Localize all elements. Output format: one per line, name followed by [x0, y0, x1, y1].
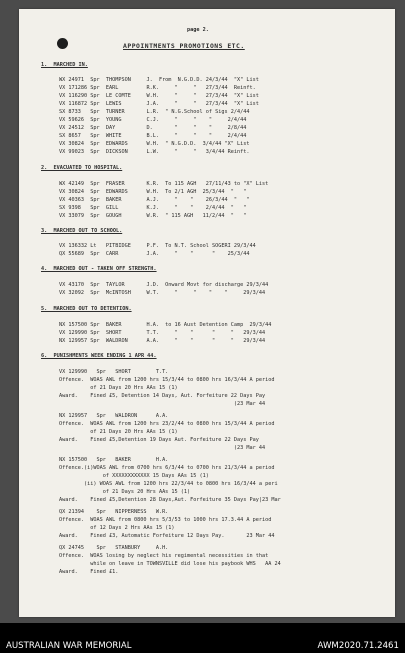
entry-line: QX 21394 Spr NIPPERNESS W.R.: [59, 509, 169, 515]
entry-line: SX 8733 Spr TURNER L.R. " N.G.School of Sigs 2/4/44: [59, 109, 250, 115]
entry-line: NX 157500 Spr BAKER H.A.: [59, 457, 169, 463]
section-heading-evacuated: 2. EVACUATED TO HOSPITAL.: [41, 165, 123, 171]
entry-line: VX 99023 Spr DICKSON L.W. " " 3/4/44 Reinft.: [59, 149, 250, 155]
entry-line: Offence. WOAS AWL from 1200 hrs 23/2/44 to 0800 hrs 15/3/44 A period: [59, 421, 275, 427]
entry-line: WX 42149 Spr FRASER K.R. To 115 AGH 27/11/43 to "X" List: [59, 181, 269, 187]
entry-line: Offence. WOAS losing by neglect his regimental necessities in that: [59, 553, 269, 559]
entry-line: Award. Fined £5, Detention 14 Days, Aut. Forfeiture 22 Days Pay: [59, 393, 266, 399]
entry-line: VX 129990 Spr SHORT T.T.: [59, 369, 169, 375]
entry-line: of 21 Days 20 Hrs AAs 15 (1): [59, 429, 178, 435]
entry-line: VX 30824 Spr EDWARDS W.H. To 2/1 AGH 25/3/44 " ": [59, 189, 247, 195]
entry-line: SX 8657 Spr WHITE B.L. " " " 2/4/44: [59, 133, 247, 139]
entry-line: of 21 Days 20 Hrs AAs 15 (1): [59, 385, 178, 391]
entry-line: VX 116872 Spr LEWIS J.A. " " 27/3/44 "X" List: [59, 101, 259, 107]
section-heading-school: 3. MARCHED OUT TO SCHOOL.: [41, 228, 123, 234]
entry-line: of XXXXXXXXXXXX 15 Days AAs 15 (1): [59, 473, 209, 479]
entry-line: VX 24512 Spr DAY D. " " " 2/8/44: [59, 125, 247, 131]
section-heading-taken-off-strength: 4. MARCHED OUT - TAKEN OFF STRENGTH.: [41, 266, 157, 272]
entry-line: Award. Fined £3, Automatic Forfeiture 12 Days Pay. 23 Mar 44: [59, 533, 275, 539]
entry-line: VX 59626 Spr YOUNG C.J. " " " 2/4/44: [59, 117, 247, 123]
entry-line: VX 40363 Spr BAKER A.J. " " 26/3/44 " ": [59, 197, 250, 203]
entry-line: of 21 Days 20 Hrs AAs 15 (1): [59, 489, 191, 495]
entry-line: Offence. WOAS AWL from 1200 hrs 15/3/44 to 0800 hrs 16/3/44 A period: [59, 377, 275, 383]
page-number: page 2.: [187, 27, 209, 33]
entry-line: Offence.(i)WOAS AWL from 0700 hrs 6/3/44 to 0700 hrs 21/3/44 a period: [59, 465, 275, 471]
entry-line: NX 129957 Spr WALDRON A.A.: [59, 413, 169, 419]
entry-line: (23 Mar 44: [59, 445, 266, 451]
document-page: [19, 9, 395, 617]
entry-line: QX 55689 Spr CARR J.A. " " " 25/3/44: [59, 251, 250, 257]
entry-line: VX 30824 Spr EDWARDS W.H. " N.G.D.D. 3/4/44 "X" List: [59, 141, 250, 147]
entry-line: Offence. WOAS AWL from 0800 hrs 5/3/53 to 1000 hrs 17.3.44 A period: [59, 517, 272, 523]
footer-source-label: AUSTRALIAN WAR MEMORIAL: [6, 641, 132, 651]
entry-line: Award. Fined £1.: [59, 569, 119, 575]
entry-line: (23 Mar 44: [59, 401, 266, 407]
entry-line: VX 33079 Spr GOUGH W.R. " 115 AGH 11/2/44 " ": [59, 213, 247, 219]
entry-line: VX 136332 Lt PITBIDGE P.F. To N.T. School SOGERI 29/3/44: [59, 243, 256, 249]
punch-hole: [57, 38, 68, 49]
entry-line: VX 116290 Spr LE COMTE W.H. " " 27/3/44 "X" List: [59, 93, 259, 99]
entry-line: Award. Fined £5,Detention 28 Days,Aut. Forfeiture 35 Days Pay|23 Mar: [59, 497, 281, 503]
entry-line: QX 24745 Spr STANBURY A.H.: [59, 545, 169, 551]
entry-line: VX 43170 Spr TAYLOR J.D. Onward Movt for discharge 29/3/44: [59, 282, 269, 288]
entry-line: while on leave in TOWNSVILLE did lose his paybook WHS AA 24: [59, 561, 281, 567]
entry-line: VX 129990 Spr SHORT T.T. " " " " 29/3/44: [59, 330, 266, 336]
section-heading-marched-in: 1. MARCHED IN.: [41, 62, 88, 68]
entry-line: NX 129957 Spr WALDRON A.A. " " " " 29/3/44: [59, 338, 266, 344]
entry-line: of 12 Days 2 Hrs AAs 15 (1): [59, 525, 175, 531]
entry-line: NX 157500 Spr BAKER H.A. to 16 Aust Detention Camp 29/3/44: [59, 322, 272, 328]
entry-line: Award. Fined £5,Detention 19 Days Aut. Forfeiture 22 Days Pay: [59, 437, 259, 443]
entry-line: VX 32092 Spr McINTOSH W.T. " " " " 29/3/44: [59, 290, 266, 296]
entry-line: (ii) WOAS AWL from 1200 hrs 22/3/44 to 0800 hrs 16/3/44 a peri: [59, 481, 278, 487]
archive-footer-bar: [0, 623, 405, 653]
footer-reference-id: AWM2020.71.2461: [317, 641, 399, 651]
section-heading-punishments: 6. PUNISHMENTS WEEK ENDING 1 APR 44.: [41, 353, 157, 359]
entry-line: VX 171286 Spr EARL R.K. " " 27/3/44 Reinft.: [59, 85, 256, 91]
document-title: APPOINTMENTS PROMOTIONS ETC.: [123, 42, 245, 50]
entry-line: WX 24971 Spr THOMPSON J. From N.G.D.D. 24/3/44 "X" List: [59, 77, 259, 83]
entry-line: SX 9398 Spr GILL K.J. " " 2/4/44 " ": [59, 205, 247, 211]
section-heading-detention: 5. MARCHED OUT TO DETENTION.: [41, 306, 132, 312]
